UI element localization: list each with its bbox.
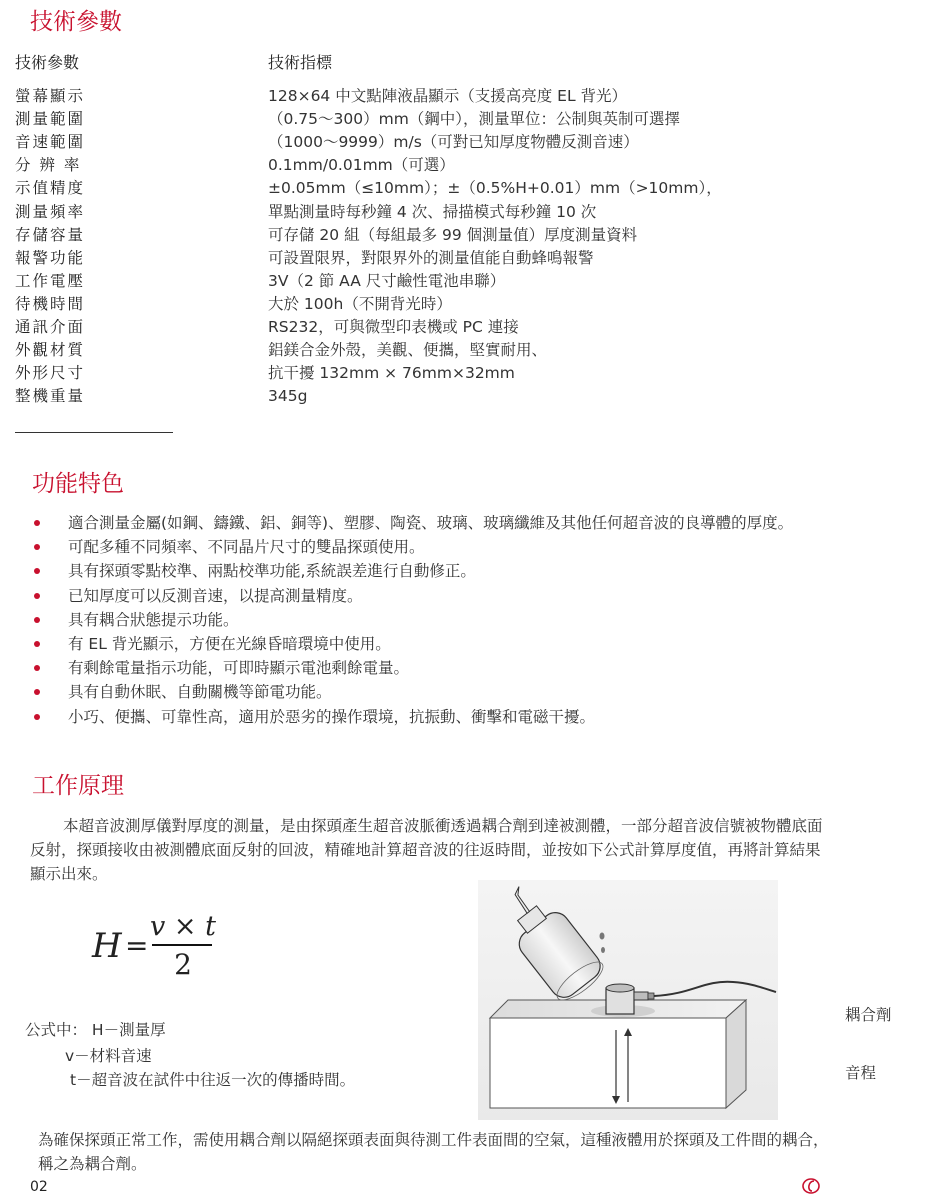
feature-item xyxy=(0,632,935,656)
couplant-drop xyxy=(600,933,605,940)
feature-text: 具有自動休眠、自動關機等節電功能。 xyxy=(68,683,332,702)
diagram-label-sound-path: 音程 xyxy=(845,1064,877,1082)
bullet-icon xyxy=(34,520,40,526)
spec-row xyxy=(0,108,935,131)
feature-text: 適合測量金屬(如鋼、鑄鐵、鋁、銅等)、塑膠、陶瓷、玻璃、玻璃纖維及其他任何超音波的良導體的厚度。 xyxy=(68,514,794,532)
couplant-drop xyxy=(601,947,605,953)
spec-value: 128×64 中文點陣液晶顯示（支援高亮度 EL 背光） xyxy=(268,87,628,105)
bullet-icon xyxy=(34,617,40,623)
spec-value: 大於 100h（不開背光時） xyxy=(268,294,452,313)
feature-item xyxy=(0,559,935,583)
spec-row xyxy=(0,270,935,293)
spec-label: 測量範圍 xyxy=(15,110,86,129)
principle-paragraph-line-2: 反射，探頭接收由被測體底面反射的回波，精確地計算超音波的往返時間，並按如下公式計算厚度值，再將計算結果 xyxy=(30,841,821,859)
feature-text: 具有探頭零點校準、兩點校準功能,系統誤差進行自動修正。 xyxy=(68,562,476,581)
spec-section-title: 技術參數 xyxy=(30,9,122,35)
feature-item xyxy=(0,705,935,729)
bullet-icon xyxy=(34,714,40,720)
spec-label: 分 辨 率 xyxy=(15,156,82,175)
spec-label: 示值精度 xyxy=(15,179,86,198)
spec-label: 工作電壓 xyxy=(15,271,86,290)
spec-row xyxy=(0,247,935,270)
spec-value: RS232，可與微型印表機或 PC 連接 xyxy=(268,318,519,336)
spec-label: 存儲容量 xyxy=(15,225,86,244)
workpiece-side xyxy=(726,1000,746,1108)
feature-text: 已知厚度可以反測音速，以提高測量精度。 xyxy=(68,586,363,605)
feature-text: 有 EL 背光顯示，方便在光線昏暗環境中使用。 xyxy=(68,635,391,653)
diagram-label-couplant: 耦合劑 xyxy=(845,1006,892,1024)
feature-text: 具有耦合狀態提示功能。 xyxy=(68,610,239,629)
spec-value: 可設置限界，對限界外的測量值能自動蜂鳴報警 xyxy=(268,248,594,267)
features-section-title: 功能特色 xyxy=(32,471,124,497)
feature-text: 可配多種不同頻率、不同晶片尺寸的雙晶探頭使用。 xyxy=(68,538,425,557)
spec-label: 螢幕顯示 xyxy=(15,87,86,105)
feature-item xyxy=(0,535,935,559)
formula-legend-t: t－超音波在試件中往返一次的傳播時間。 xyxy=(70,1071,356,1089)
spec-label: 外形尺寸 xyxy=(15,364,86,383)
spec-value: 單點測量時每秒鐘 4 次、掃描模式每秒鐘 10 次 xyxy=(268,202,597,221)
workpiece-block xyxy=(490,1018,726,1108)
principle-paragraph-line-3: 顯示出來。 xyxy=(30,865,108,883)
spec-row xyxy=(0,385,935,408)
spec-row xyxy=(0,339,935,362)
bullet-icon xyxy=(34,689,40,695)
principle-paragraph-line-1: 本超音波測厚儀對厚度的測量，是由探頭產生超音波脈衝透過耦合劑到達被測體，一部分超音波信號被物體底面 xyxy=(63,817,823,835)
spec-row xyxy=(0,362,935,385)
formula-numerator: v × t xyxy=(150,911,216,942)
spec-value: 鋁鎂合金外殼，美觀、便攜，堅實耐用、 xyxy=(268,341,548,360)
spec-label: 報警功能 xyxy=(15,248,86,267)
spec-label: 整機重量 xyxy=(15,387,86,406)
formula-legend-h: 公式中： H－測量厚 xyxy=(25,1021,166,1039)
feature-item xyxy=(0,584,935,608)
spec-value: ±0.05mm（≤10mm）；±（0.5%H+0.01）mm（>10mm）， xyxy=(268,179,722,198)
spec-value: 345g xyxy=(268,387,308,406)
spec-value: 可存儲 20 組（每組最多 99 個測量值）厚度測量資料 xyxy=(268,225,638,244)
spec-row xyxy=(0,154,935,177)
formula-denominator: 2 xyxy=(174,948,192,981)
formula-equals: = xyxy=(125,929,149,962)
spec-row xyxy=(0,293,935,316)
spec-value: （0.75～300）mm（鋼中），測量單位：公制與英制可選擇 xyxy=(268,110,681,129)
feature-item xyxy=(0,656,935,680)
spec-col-param-header: 技術參數 xyxy=(15,53,80,72)
spec-row xyxy=(0,316,935,339)
spec-col-value-header: 技術指標 xyxy=(268,53,333,72)
spec-label: 音速範圍 xyxy=(15,133,86,152)
brand-logo-icon xyxy=(800,1176,822,1196)
spec-value: 抗干擾 132mm × 76mm×32mm xyxy=(268,364,515,383)
spec-label: 通訊介面 xyxy=(15,318,86,336)
spec-row xyxy=(0,131,935,154)
feature-item xyxy=(0,608,935,632)
spec-label: 待機時間 xyxy=(15,294,86,313)
feature-item xyxy=(0,680,935,704)
bullet-icon xyxy=(34,593,40,599)
spec-row xyxy=(0,224,935,247)
spec-label: 測量頻率 xyxy=(15,202,86,221)
spec-label: 外觀材質 xyxy=(15,341,86,360)
bullet-icon xyxy=(34,665,40,671)
spec-value: 0.1mm/0.01mm（可選） xyxy=(268,156,455,175)
spec-table-underline xyxy=(15,432,173,433)
bullet-icon xyxy=(34,568,40,574)
spec-value: （1000～9999）m/s（可對已知厚度物體反測音速） xyxy=(268,133,639,152)
feature-text: 小巧、便攜、可靠性高，適用於惡劣的操作環境，抗振動、衝擊和電磁干擾。 xyxy=(68,707,596,726)
spec-value: 3V（2 節 AA 尺寸鹼性電池串聯） xyxy=(268,271,506,290)
probe-connector xyxy=(634,992,648,1000)
spec-row xyxy=(0,177,935,200)
formula-legend-v: v－材料音速 xyxy=(65,1047,152,1065)
feature-text: 有剩餘電量指示功能，可即時顯示電池剩餘電量。 xyxy=(68,659,410,678)
closing-paragraph-line-2: 稱之為耦合劑。 xyxy=(38,1155,147,1173)
bullet-icon xyxy=(34,544,40,550)
bullet-icon xyxy=(34,641,40,647)
formula-lhs: H xyxy=(92,926,122,966)
spec-row xyxy=(0,201,935,224)
closing-paragraph-line-1: 為確保探頭正常工作，需使用耦合劑以隔絕探頭表面與待測工件表面間的空氣，這種液體用於探頭及工件間的耦合， xyxy=(38,1131,829,1149)
thickness-gauge-diagram xyxy=(478,880,778,1120)
spec-row xyxy=(0,85,935,108)
formula-fraction-bar xyxy=(152,944,212,946)
feature-item xyxy=(0,511,935,535)
page-number: 02 xyxy=(30,1179,48,1195)
principle-section-title: 工作原理 xyxy=(32,773,124,799)
